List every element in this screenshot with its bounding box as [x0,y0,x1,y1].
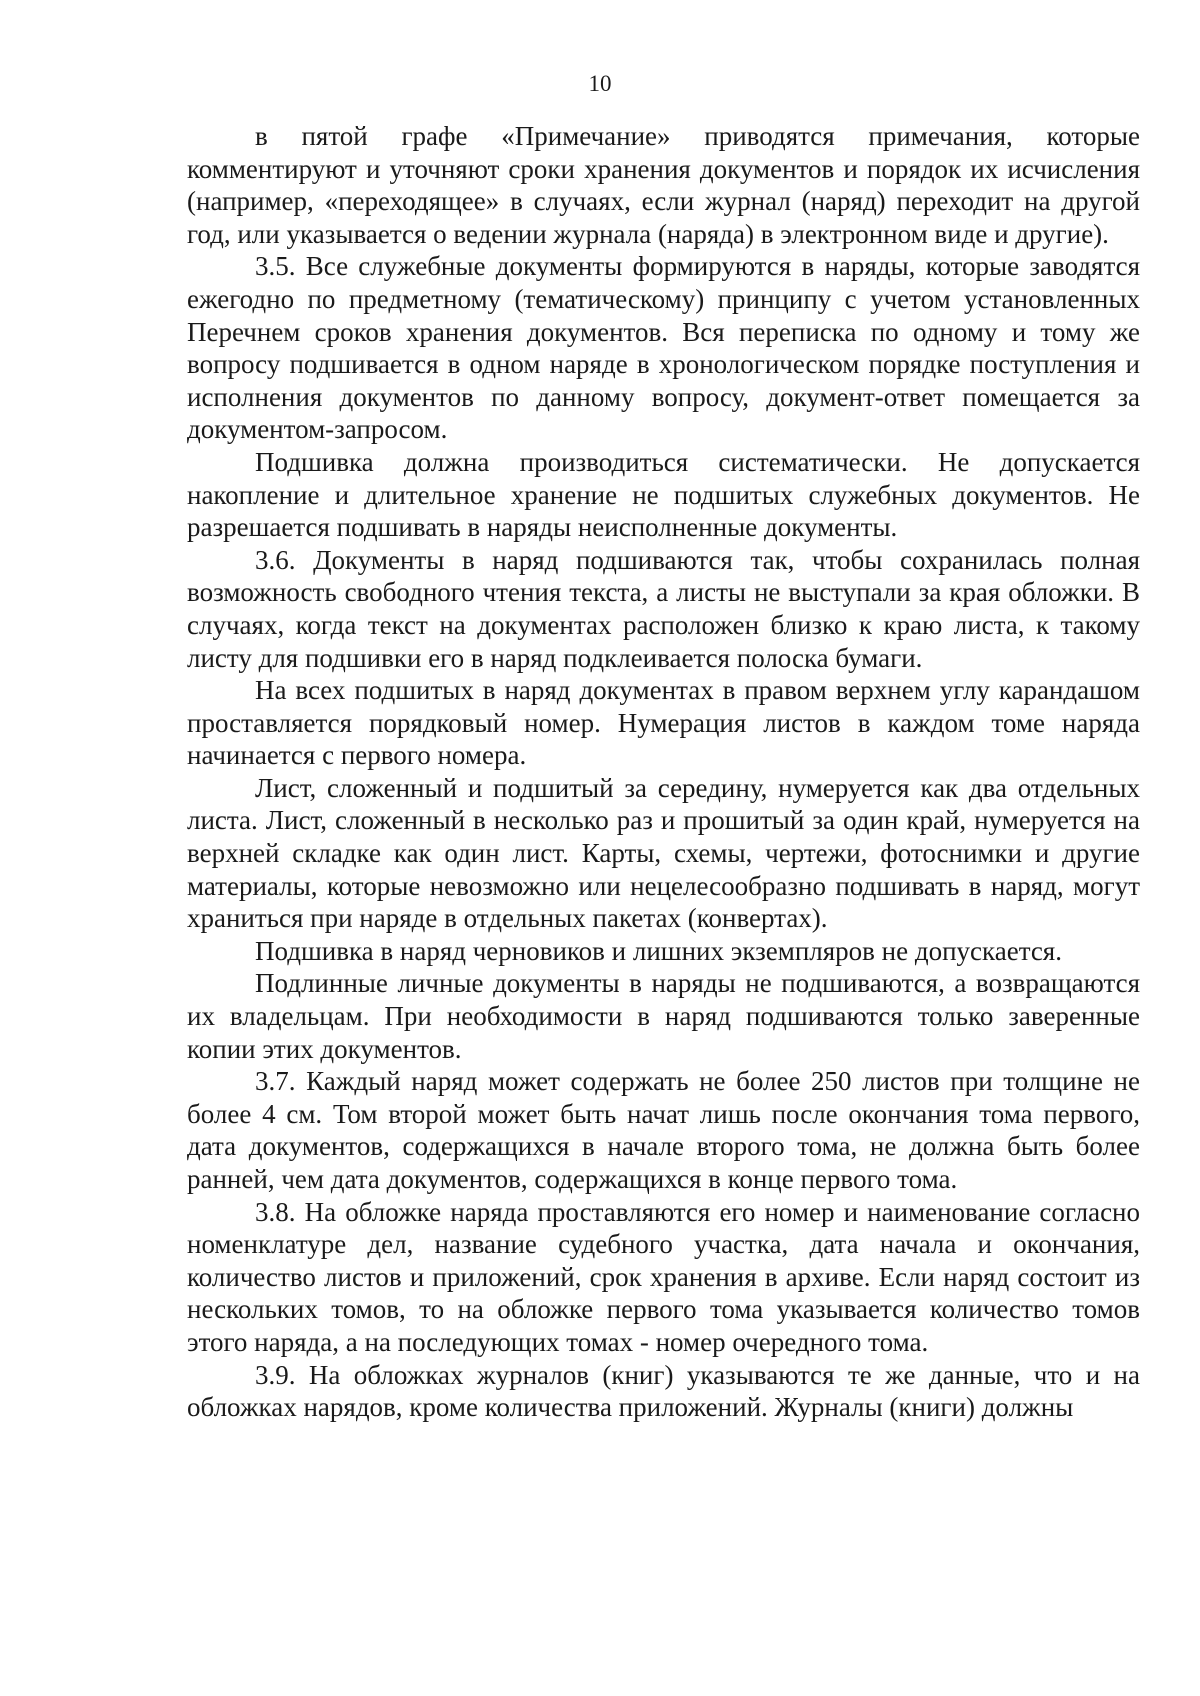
document-body [187,120,1140,1424]
paragraph-slozhennyi-list: Лист, сложенный и подшитый за середину, нумеруется как два отдельных листа. Лист, сложенный в несколько раз и прошитый за один край, нумеруется на верхней складке как один лист. Карты, схемы, чертежи, фотоснимки и другие материалы, которые невозможно или нецелесообразно подшивать в наряд, могут храниться при наряде в отдельных пакетах (конвертах). [187,772,1140,934]
paragraph-3-6: 3.6. Документы в наряд подшиваются так, чтобы сохранилась полная возможность свободного чтения текста, а листы не выступали за края обложки. В случаях, когда текст на документах расположен близко к краю листа, к такому листу для подшивки его в наряд подклеивается полоска бумаги. [187,544,1140,673]
paragraph-3-8: 3.8. На обложке наряда проставляются его номер и наименование согласно номенклатуре дел, название судебного участка, дата начала и окончания, количество листов и приложений, срок хранения в архиве. Если наряд состоит из нескольких томов, то на обложке первого тома указывается количество томов этого наряда, а на последующих томах - номер очередного тома. [187,1196,1140,1357]
page-number: 10 [588,71,612,96]
paragraph-numeratsiya-listov: На всех подшитых в наряд документах в правом верхнем углу карандашом проставляется порядковый номер. Нумерация листов в каждом томе наряда начинается с первого номера. [187,675,1140,771]
paragraph-3-7: 3.7. Каждый наряд может содержать не более 250 листов при толщине не более 4 см. Том второй может быть начат лишь после окончания тома первого, дата документов, содержащихся в начале второго тома, не должна быть более ранней, чем дата документов, содержащихся в конце первого тома. [187,1066,1140,1194]
paragraph-3-9: 3.9. На обложках журналов (книг) указываются те же данные, что и на обложках нарядов, кроме количества приложений. Журналы (книги) должны [187,1359,1140,1423]
paragraph-podlinnye-dokumenty: Подлинные личные документы в наряды не подшиваются, а возвращаются их владельцам. При необходимости в наряд подшиваются только заверенные копии этих документов. [187,968,1140,1064]
paragraph-podshivka-sistematicheski: Подшивка должна производиться систематически. Не допускается накопление и длительное хранение не подшитых служебных документов. Не разрешается подшивать в наряды неисполненные документы. [187,446,1140,543]
paragraph-chernoviki: Подшивка в наряд черновиков и лишних экземпляров не допускается. [255,935,1062,966]
paragraph-3-5: 3.5. Все служебные документы формируются в наряды, которые заводятся ежегодно по предметному (тематическому) принципу с учетом установленных Перечнем сроков хранения документов. Вся переписка по одному и тому же вопросу подшивается в одном наряде в хронологическом порядке поступления и исполнения документов по данному вопросу, документ-ответ помещается за документом-запросом. [187,251,1140,445]
paragraph-grafa-primechanie: в пятой графе «Примечание» приводятся примечания, которые комментируют и уточняют сроки хранения документов и порядок их исчисления (например, «переходящее» в случаях, если журнал (наряд) переходит на другой год, или указывается о ведении журнала (наряда) в электронном виде и другие). [187,121,1140,249]
